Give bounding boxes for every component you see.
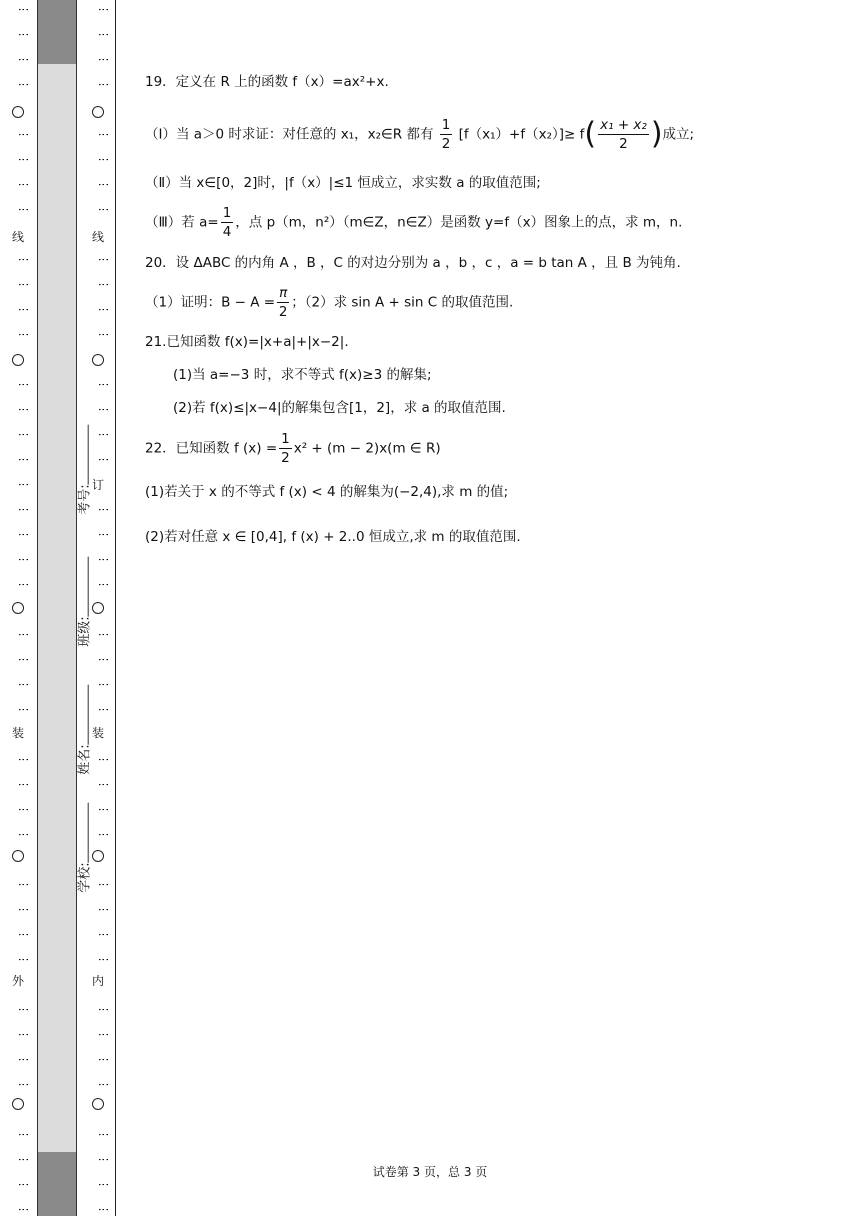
punch-circle-icon <box>8 850 28 864</box>
tear-dots: ⋮ <box>97 554 109 564</box>
tear-label: 装 <box>91 726 104 740</box>
tear-dots: ⋮ <box>97 254 109 264</box>
q19-part2: （Ⅱ）当 x∈[0，2]时，|f（x）|≤1 恒成立，求实数 a 的取值范围; <box>145 175 541 191</box>
tear-dots: ⋮ <box>97 29 109 39</box>
tear-dots: ⋮ <box>17 779 29 789</box>
fraction: $\frac{1}{2}$ <box>281 431 290 466</box>
tear-label: 线 <box>11 230 24 244</box>
tear-dots: ⋮ <box>17 879 29 889</box>
tear-dots: ⋮ <box>97 79 109 89</box>
tear-dots: ⋮ <box>97 404 109 414</box>
q20-title: 20．设 ΔABC 的内角 A ，B ，C 的对边分别为 a ，b ，c ，a = b tan A ，且 B 为钝角. <box>145 255 681 271</box>
tear-dots: ⋮ <box>17 554 29 564</box>
tear-dots: ⋮ <box>17 1029 29 1039</box>
punch-circle-icon <box>88 106 108 120</box>
tear-dots: ⋮ <box>97 629 109 639</box>
tear-dots: ⋮ <box>17 304 29 314</box>
tear-dots: ⋮ <box>97 154 109 164</box>
tear-dots: ⋮ <box>17 429 29 439</box>
tear-dots: ⋮ <box>97 329 109 339</box>
tear-dots: ⋮ <box>17 1004 29 1014</box>
tear-dots: ⋮ <box>97 1129 109 1139</box>
tear-dots: ⋮ <box>97 454 109 464</box>
fraction: $\frac{\pi}{2}$ <box>278 285 288 320</box>
punch-circle-icon <box>8 1098 28 1112</box>
tear-dots: ⋮ <box>97 529 109 539</box>
tear-dots: ⋮ <box>97 954 109 964</box>
tear-dots: ⋮ <box>17 804 29 814</box>
q21-part1: (1)当 a=−3 时，求不等式 f(x)≥3 的解集; <box>173 367 432 383</box>
tear-dots: ⋮ <box>17 204 29 214</box>
tear-dots: ⋮ <box>97 4 109 14</box>
class-field[interactable]: 班级: <box>38 592 76 611</box>
margin-rule <box>115 0 116 1216</box>
tear-dots: ⋮ <box>97 204 109 214</box>
tear-dots: ⋮ <box>17 1129 29 1139</box>
tear-dots: ⋮ <box>17 754 29 764</box>
tear-dots: ⋮ <box>17 1154 29 1164</box>
tear-dots: ⋮ <box>97 279 109 289</box>
tear-dots: ⋮ <box>17 529 29 539</box>
tear-dots: ⋮ <box>17 629 29 639</box>
tear-dots: ⋮ <box>17 1054 29 1064</box>
name-field[interactable]: 姓名: <box>38 720 76 739</box>
binding-margin <box>0 0 116 1216</box>
tear-dots: ⋮ <box>97 304 109 314</box>
page-footer: 试卷第 3 页，总 3 页 <box>372 1165 488 1179</box>
punch-circle-icon <box>8 354 28 368</box>
tear-dots: ⋮ <box>97 1204 109 1214</box>
tear-dots: ⋮ <box>17 1179 29 1189</box>
q22-part1: (1)若关于 x 的不等式 f (x) < 4 的解集为(−2,4),求 m 的值; <box>145 484 509 500</box>
tear-dots: ⋮ <box>17 79 29 89</box>
tear-dots: ⋮ <box>97 1179 109 1189</box>
tear-dots: ⋮ <box>97 879 109 889</box>
q19-part1: （Ⅰ）当 a＞0 时求证：对任意的 x₁，x₂∈R 都有 $\frac{1}{2}$ [f（x₁）+f（x₂）]≥ f( $\frac{\text{x₁ + x₂}}{2}$ )成立; <box>145 116 695 152</box>
tear-label: 装 <box>11 726 24 740</box>
tear-dots: ⋮ <box>17 129 29 139</box>
fraction: $\frac{\text{x₁ + x₂}}{2}$ <box>600 117 647 152</box>
tear-dots: ⋮ <box>97 129 109 139</box>
fraction: $\frac{1}{4}$ <box>222 205 232 240</box>
band-shade-top <box>38 0 76 64</box>
tear-dots: ⋮ <box>17 704 29 714</box>
tear-dots: ⋮ <box>97 1054 109 1064</box>
tear-dots: ⋮ <box>97 829 109 839</box>
tear-dots: ⋮ <box>17 1079 29 1089</box>
tear-dots: ⋮ <box>17 254 29 264</box>
tear-dots: ⋮ <box>17 404 29 414</box>
tear-dots: ⋮ <box>17 4 29 14</box>
fraction: $\frac{1}{2}$ <box>441 117 451 152</box>
school-field[interactable]: 学校: <box>38 838 76 857</box>
tear-label: 订 <box>91 478 104 492</box>
punch-circle-icon <box>8 602 28 616</box>
q20-parts: （1）证明：B − A = $\frac{\pi}{2}$ ；（2）求 sin A + sin C 的取值范围. <box>145 285 514 320</box>
tear-dots: ⋮ <box>17 954 29 964</box>
tear-dots: ⋮ <box>97 704 109 714</box>
tear-dots: ⋮ <box>97 1004 109 1014</box>
tear-dots: ⋮ <box>97 679 109 689</box>
tear-label: 外 <box>11 974 24 988</box>
tear-dots: ⋮ <box>17 579 29 589</box>
tear-dots: ⋮ <box>17 1204 29 1214</box>
tear-dots: ⋮ <box>97 654 109 664</box>
tear-dots: ⋮ <box>97 804 109 814</box>
tear-dots: ⋮ <box>97 504 109 514</box>
tear-dots: ⋮ <box>97 929 109 939</box>
student-info-band <box>37 0 93 1216</box>
punch-circle-icon <box>88 354 108 368</box>
punch-circle-icon <box>8 106 28 120</box>
q19-part3: （Ⅲ）若 a= $\frac{1}{4}$ ，点 p（m，n²）（m∈Z，n∈Z）是函数 y=f（x）图象上的点，求 m，n. <box>145 205 683 240</box>
tear-dots: ⋮ <box>97 1079 109 1089</box>
tear-dots: ⋮ <box>97 54 109 64</box>
q22-part2: (2)若对任意 x ∈ [0,4], f (x) + 2..0 恒成立,求 m 的取值范围. <box>145 529 521 545</box>
q21-title: 21.已知函数 f(x)=|x+a|+|x−2|. <box>145 334 349 350</box>
q22-title: 22．已知函数 f (x) = $\frac{1}{2}$ x² + (m − 2)x(m ∈ R) <box>145 431 441 466</box>
q19-title: 19．定义在 R 上的函数 f（x）=ax²+x. <box>145 74 389 90</box>
tear-dots: ⋮ <box>97 579 109 589</box>
tear-dots: ⋮ <box>97 1029 109 1039</box>
tear-dots: ⋮ <box>17 154 29 164</box>
tear-dots: ⋮ <box>17 329 29 339</box>
tear-dots: ⋮ <box>17 929 29 939</box>
tear-dots: ⋮ <box>17 504 29 514</box>
q21-part2: (2)若 f(x)≤|x−4|的解集包含[1，2]，求 a 的取值范围. <box>173 400 506 416</box>
tear-dots: ⋮ <box>17 54 29 64</box>
tear-dots: ⋮ <box>97 179 109 189</box>
tear-dots: ⋮ <box>17 29 29 39</box>
tear-dots: ⋮ <box>17 454 29 464</box>
tear-dots: ⋮ <box>17 679 29 689</box>
tear-label: 线 <box>91 230 104 244</box>
band-shade-bottom <box>38 1152 76 1216</box>
tear-dots: ⋮ <box>97 779 109 789</box>
tear-dots: ⋮ <box>17 279 29 289</box>
tear-dots: ⋮ <box>17 654 29 664</box>
tear-dots: ⋮ <box>17 904 29 914</box>
tear-label: 内 <box>91 974 104 988</box>
tear-dots: ⋮ <box>17 179 29 189</box>
tear-dots: ⋮ <box>97 379 109 389</box>
tear-dots: ⋮ <box>97 754 109 764</box>
tear-dots: ⋮ <box>17 479 29 489</box>
tear-dots: ⋮ <box>97 1154 109 1164</box>
tear-dots: ⋮ <box>97 904 109 914</box>
outer-tear-line <box>8 0 28 1216</box>
tear-dots: ⋮ <box>17 379 29 389</box>
punch-circle-icon <box>88 1098 108 1112</box>
tear-dots: ⋮ <box>97 429 109 439</box>
exam-id-field[interactable]: 考号: <box>38 460 76 479</box>
tear-dots: ⋮ <box>17 829 29 839</box>
